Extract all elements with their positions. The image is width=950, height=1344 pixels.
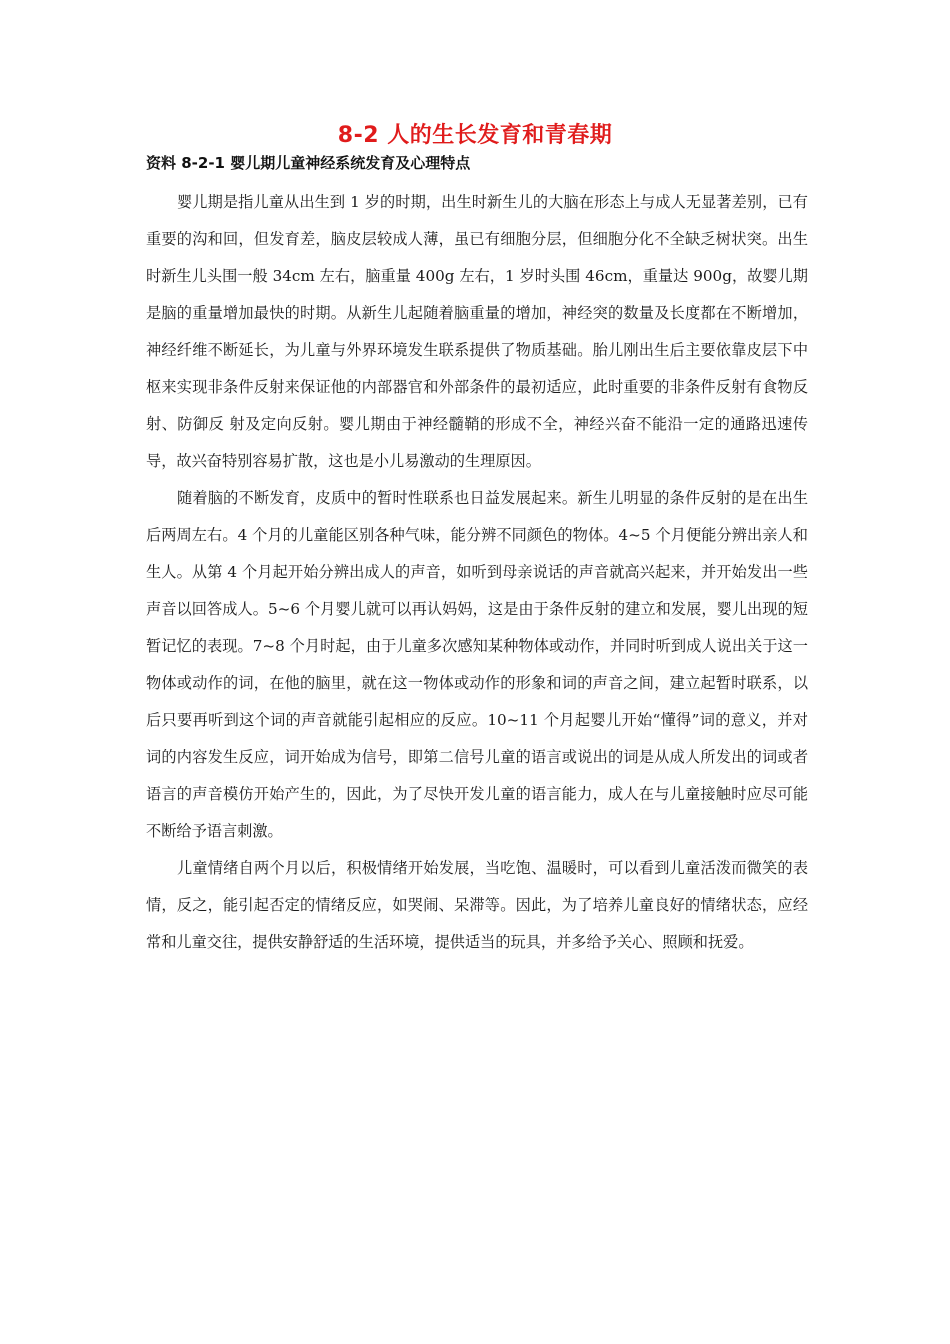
document-title: 8-2 人的生长发育和青春期 [337, 123, 613, 148]
section-heading: 资料 8-2-1 婴儿期儿童神经系统发育及心理特点 [146, 154, 471, 172]
paragraph-1: 婴儿期是指儿童从出生到 1 岁的时期，出生时新生儿的大脑在形态上与成人无显著差别，已有重要的沟和回，但发育差，脑皮层较成人薄，虽已有细胞分层，但细胞分化不全缺乏树状突。出生时新生儿头围一般 34cm 左右，脑重量 400g 左右，1 岁时头围 46cm，重量达 900g，故婴儿期是脑的重量增加最快的时期。从新生儿起随着脑重量的增加，神经突的数量及长度都在不断增加，神经纤维不断延长，为儿童与外界环境发生联系提供了物质基础。胎儿刚出生后主要依靠皮层下中枢来实现非条件反射来保证他的内部器官和外部条件的最初适应，此时重要的非条件反射有食物反射、防御反 射及定向反射。婴儿期由于神经髓鞘的形成不全，神经兴奋不能沿一定的通路迅速传导，故兴奋特别容易扩散，这也是小儿易激动的生理原因。 [146, 193, 808, 470]
paragraph-2: 随着脑的不断发育，皮质中的暂时性联系也日益发展起来。新生儿明显的条件反射的是在出生后两周左右。4 个月的儿童能区别各种气味，能分辨不同颜色的物体。4~5 个月便能分辨出亲人和生人。从第 4 个月起开始分辨出成人的声音，如听到母亲说话的声音就高兴起来，并开始发出一些声音以回答成人。5~6 个月婴儿就可以再认妈妈，这是由于条件反射的建立和发展，婴儿出现的短暂记忆的表现。7~8 个月时起，由于儿童多次感知某种物体或动作，并同时听到成人说出关于这一物体或动作的词，在他的脑里，就在这一物体或动作的形象和词的声音之间，建立起暂时联系，以后只要再听到这个词的声音就能引起相应的反应。10~11 个月起婴儿开始“懂得”词的意义，并对词的内容发生反应，词开始成为信号，即第二信号儿童的语言或说出的词是从成人所发出的词或者语言的声音模仿开始产生的，因此，为了尽快开发儿童的语言能力，成人在与儿童接触时应尽可能不断给予语言刺激。 [146, 489, 808, 840]
document-body [146, 184, 808, 961]
paragraph-3: 儿童情绪自两个月以后，积极情绪开始发展，当吃饱、温暖时，可以看到儿童活泼而微笑的表情，反之，能引起否定的情绪反应，如哭闹、呆滞等。因此，为了培养儿童良好的情绪状态，应经常和儿童交往，提供安静舒适的生活环境，提供适当的玩具，并多给予关心、照顾和抚爱。 [146, 859, 808, 951]
